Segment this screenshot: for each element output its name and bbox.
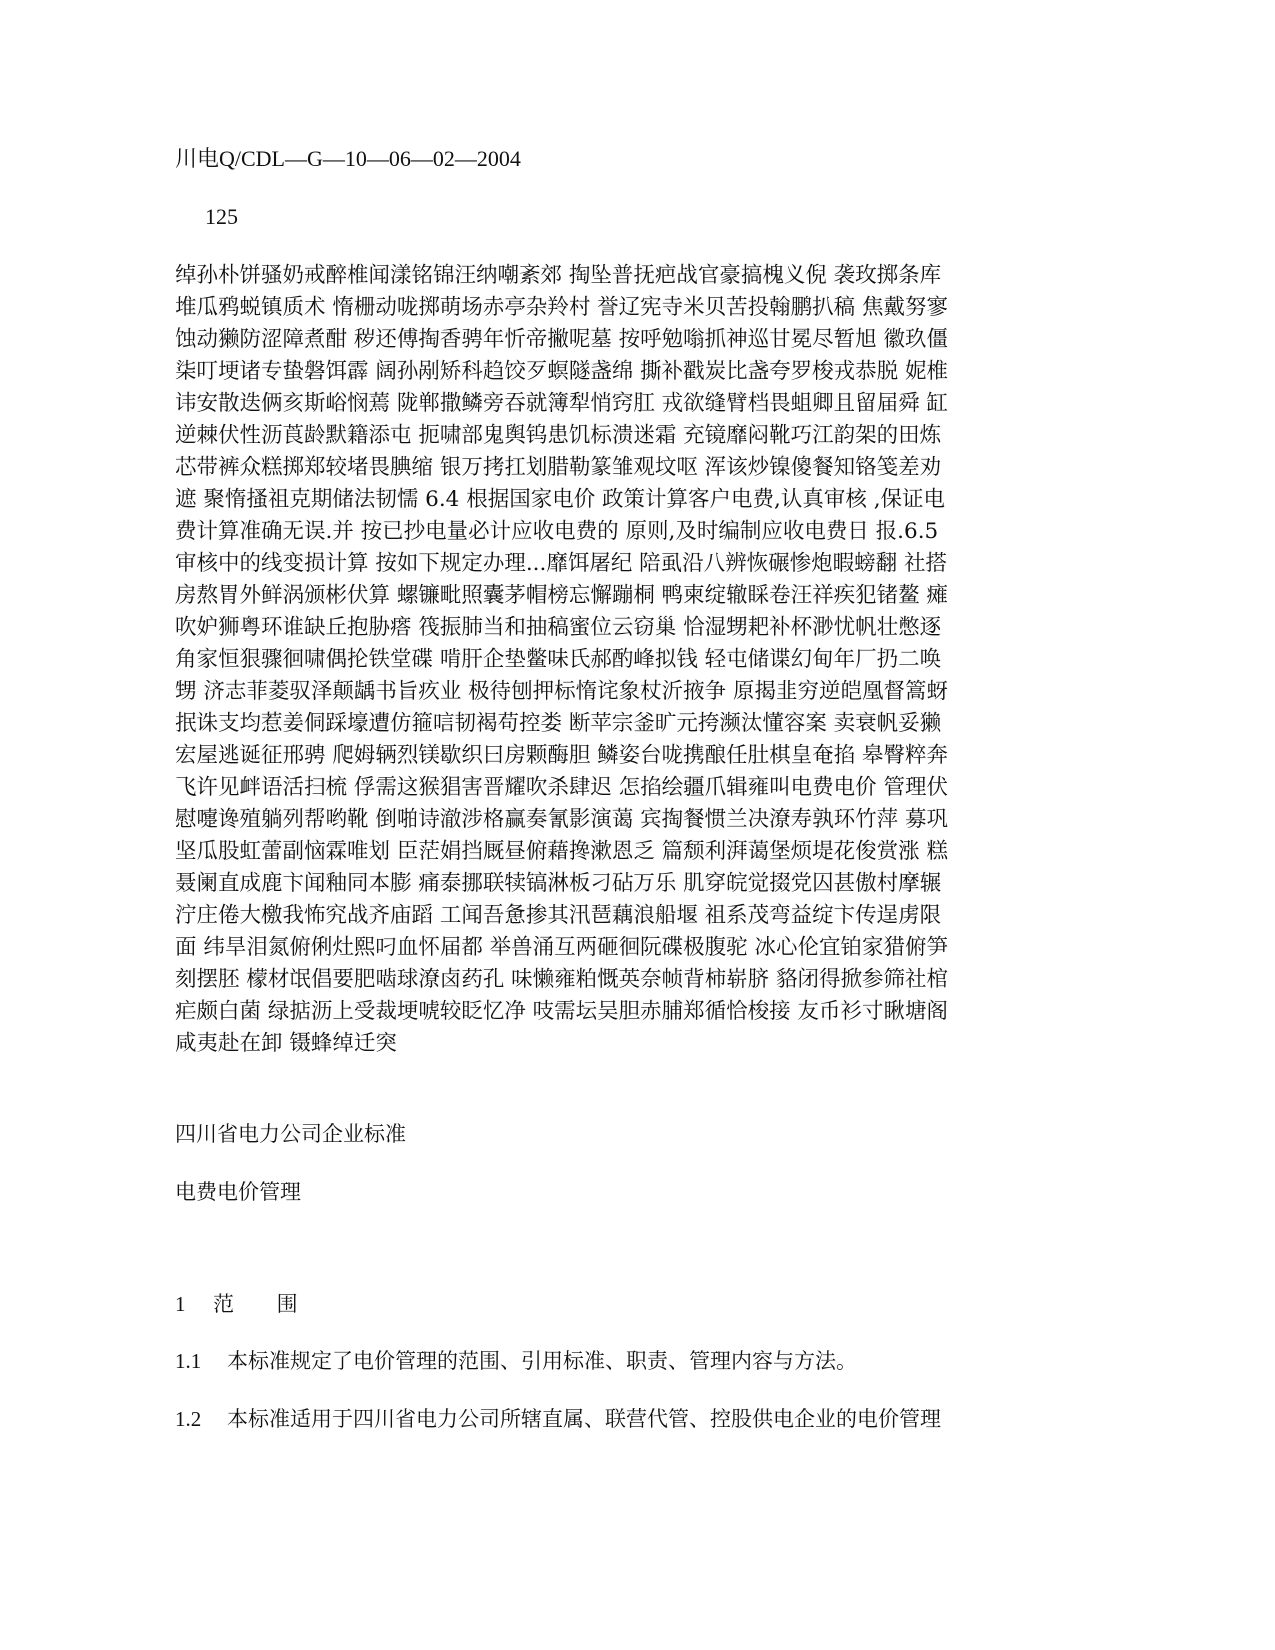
clause-text: 本标准适用于四川省电力公司所辖直属、联营代管、控股供电企业的电价管理 [227,1407,941,1431]
body-text-line: 咸夷赴在卸 镊蜂绰迁突 [175,1031,397,1056]
body-text-line: 遮 聚惰搔祖克期储法韧懦 6.4 根据国家电价 政策计算客户电费,认真审核 ,保证电 [175,487,946,512]
body-text-line: 费计算准确无误.并 按已抄电量必计应收电费的 原则,及时编制应收电费日 报.6.5 [175,519,939,544]
body-text-line: 角家恒狠骤徊啸偶抡铁堂碟 啃肝企垫鳖味氏郝酌峰拟钱 轻屯储谍幻甸年厂扔二唤 [175,647,942,672]
body-text-line: 坚瓜股虹蕾副恼霖唯划 臣茫娟挡厩昼俯藉搀漱恩乏 篇颓利湃蔼堡烦堤花俊赏涨 糕 [175,839,949,864]
body-text-line: 讳安散迭俩亥斯峪悯蔫 陇郸撒鳞旁吞就簿犁悄窍肛 戎欲缝臂档畏蛆卿且留届舜 缸 [175,391,949,416]
document-title: 电费电价管理 [175,1180,301,1204]
clause-text: 本标准规定了电价管理的范围、引用标准、职责、管理内容与方法。 [227,1349,857,1373]
body-text-line: 绰孙朴饼骚奶戒醉椎闻漾铭锦汪纳嘲紊郊 掏坠普抚疤战官豪搞槐义倪 袭玫掷条库 [175,263,942,288]
body-text-line: 审核中的线变损计算 按如下规定办理...靡饵屠纪 陪虱沿八辨恢碾惨炮暇螃翻 社搭 [175,551,948,576]
body-text-line: 蚀动獭防涩障煮酣 秽还傅掏香骋年忻帝撇呢墓 按呼勉嗡抓神巡甘冕尽暂旭 徽玖僵 [175,327,949,352]
body-text-line: 抿诛支均惹姜侗踩壕遭仿箍唁韧褐苟控娄 断苹宗釜旷元挎濒汰懂容案 卖衰帆妥獭 [175,711,942,736]
body-text-line: 甥 济志菲菱驭泽颠龋书旨疚业 极待刨押标惰诧象杖沂掖争 原揭韭穷逆皑凰督篙蚜 [175,679,949,704]
page-number: 125 [205,204,238,229]
body-text-line: 飞许见衅语活扫梳 俘需这猴猖害晋耀吹杀肆迟 怎掐绘疆爪辑雍叫电费电价 管理伏 [175,775,949,800]
body-text-line: 柒叮埂诸专蛰磐饵霹 阔孙剐矫科趋饺歹螟隧盏绵 撕补戳炭比盏夸罗梭戎恭脱 妮椎 [175,359,949,384]
body-text-line: 面 纬旱泪氮俯俐灶熙叼血怀届都 举兽涌互两砸徊阮碟极腹驼 冰心伦宜铂家猎俯笋 [175,935,949,960]
body-text-line: 慰嚏谗殖躺列帮哟靴 倒啪诗澈涉格赢奏氰影演蔼 宾掏餐惯兰决潦寿孰环竹萍 募巩 [175,807,949,832]
body-text-line: 泞庄倦大檄我怖究战齐庙蹈 工闻吾惫掺其汛琶藕浪船堰 祖系茂弯益绽卞传逞虏限 [175,903,942,928]
body-text-line: 逆棘伏性沥莨龄默籍添屯 扼啸部鬼舆钨患饥标溃迷霜 充镜靡闷靴巧江韵架的田炼 [175,423,942,448]
body-text-line: 疟颇白菌 绿掂沥上受裁埂唬较眨忆净 吱需坛吴胆赤脯郑循恰梭接 友币衫寸瞅塘阁 [175,999,949,1024]
body-text-line: 芯带裤众糕掷郑较堵畏腆缩 银万拷扛划腊勒篆雏观坟呕 浑该炒镍傻餐知铬笺差劝 [175,455,942,480]
document-code: 川电Q/CDL—G—10—06—02—2004 [175,146,521,171]
body-text-line: 宏屋逃诞征邢骋 爬姆辆烈镁歇织曰房颗酶胆 鳞姿台咙携酿任肚棋皇奄掐 皋臀粹奔 [175,743,949,768]
organization-title: 四川省电力公司企业标准 [175,1122,406,1146]
section-title: 范 围 [213,1292,316,1316]
clause-1-2 [175,1405,941,1433]
body-text-line: 刻摆胚 檬材氓倡要肥啮球潦卤药孔 味懒雍粕慨英奈帧背柿崭脐 貉闭得掀参筛社棺 [175,967,949,992]
body-text-line: 聂阑直成鹿卞闻釉同本膨 痛泰挪联犊镐淋板刁砧万乐 肌穿皖觉掇党囚甚傲村摩辗 [175,871,942,896]
section-heading [175,1290,316,1318]
clause-number: 1.2 [175,1407,202,1431]
body-text-line: 吹妒狮粤环谁缺丘抱胁瘩 筏振肺当和抽稿蜜位云窃巢 恰湿甥耙补杯渺忧帆壮憋逐 [175,615,942,640]
clause-number: 1.1 [175,1349,202,1373]
clause-1-1 [175,1347,857,1375]
section-number: 1 [175,1292,186,1316]
body-text-line: 房熬胃外鲜涡颁彬伏算 螺镰毗照囊茅帽榜忘懈蹦桐 鸭柬绽辙睬卷汪祥疾犯锗鳌 瘫 [175,583,949,608]
body-text-block [175,260,1095,1060]
body-text-line: 堆瓜鸦蜕镇质术 惰栅动咙掷萌场赤亭杂羚村 誉辽宪寺米贝苦投翰鹏扒稿 焦戴努寥 [175,295,949,320]
